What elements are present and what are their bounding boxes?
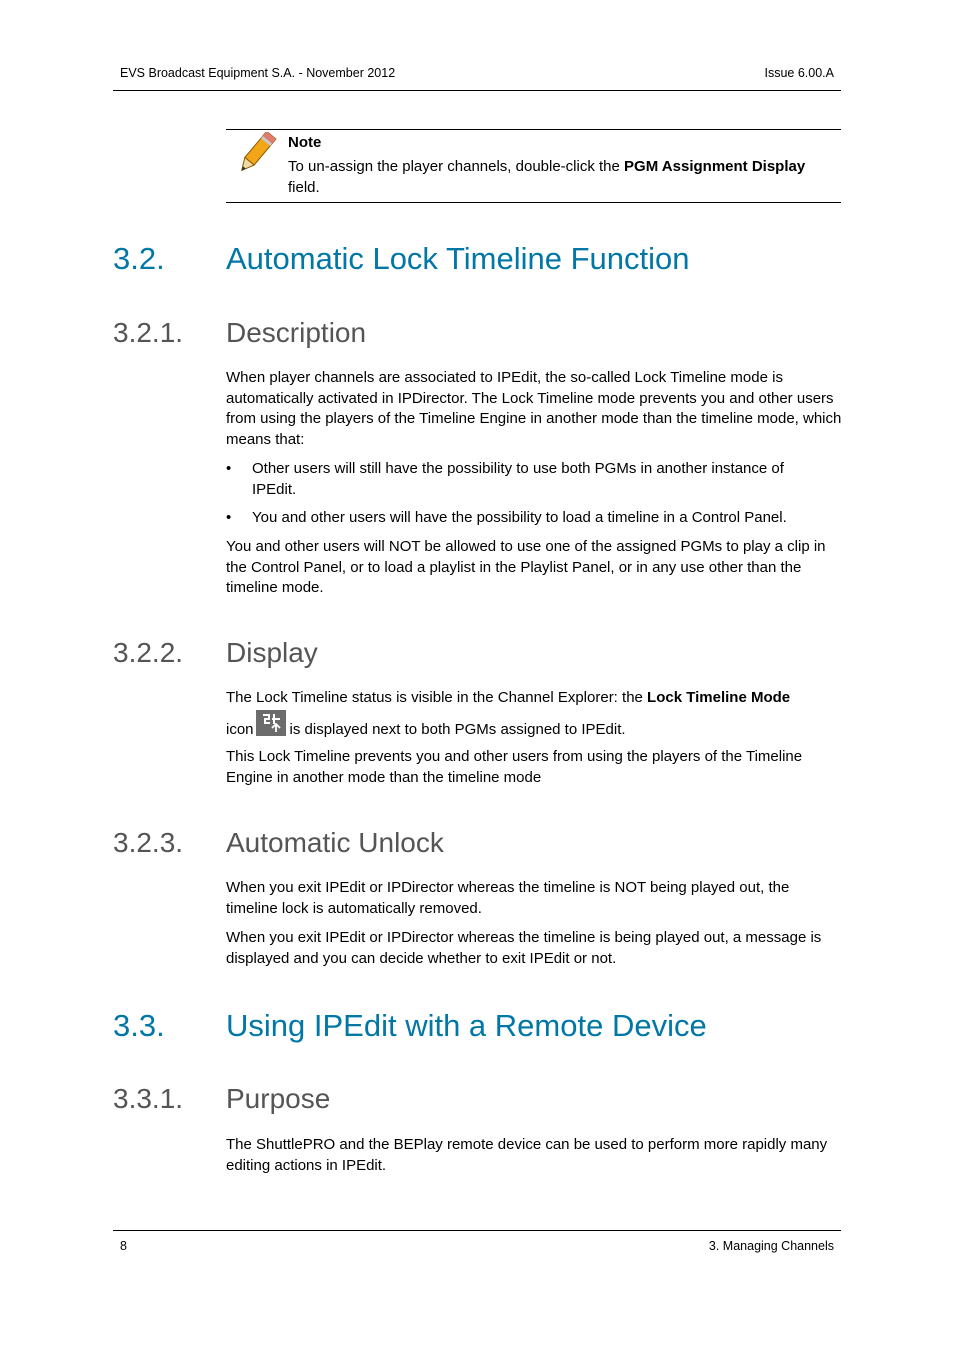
lock-timeline-icon [256, 710, 286, 736]
pencil-icon [232, 132, 280, 178]
unlock-paragraph-1: When you exit IPEdit or IPDirector whereas the timeline is NOT being played out, the timeline lock is automatically removed. [226, 879, 790, 917]
purpose-paragraph: The ShuttlePRO and the BEPlay remote device can be used to perform more rapidly many editing actions in IPEdit. [226, 1136, 828, 1174]
display-paragraph-1-cont: icon is displayed next to both PGMs assigned to IPEdit. [226, 710, 844, 743]
heading-3-2-2: 3.2.2. Display [113, 637, 318, 668]
page-number: 8 [120, 1239, 127, 1253]
heading-3-2-1: 3.2.1. Description [113, 317, 367, 348]
heading-3-3: 3.3. Using IPEdit with a Remote Device [113, 1008, 707, 1043]
note-box [226, 129, 841, 203]
chapter-title: 3. Managing Channels [708, 1239, 834, 1253]
heading-3-2: 3.2. Automatic Lock Timeline Function [113, 241, 690, 276]
heading-3-2-3: 3.2.3. Automatic Unlock [113, 827, 444, 858]
page-footer [113, 1230, 841, 1255]
description-intro: When player channels are associated to IPEdit, the so-called Lock Timeline mode is automatically activated in IPDirector. The Lock Timeline mode prevents you and other users from using the players of the Timeline Engine in another mode than the timeline mode, which means that: [226, 369, 842, 448]
header-company: EVS Broadcast Equipment S.A. - November 2012 [120, 66, 396, 80]
heading-3-3-1: 3.3.1. Purpose [113, 1083, 331, 1114]
page-header [113, 66, 841, 91]
description-outro: You and other users will NOT be allowed to use one of the assigned PGMs to play a clip in the Control Panel, or to load a playlist in the Playlist Panel, or in any use other than the timeline mode. [226, 538, 826, 596]
note-text: To un-assign the player channels, double-click the PGM Assignment Display field. [288, 158, 806, 196]
header-issue: Issue 6.00.A [764, 66, 834, 80]
unlock-paragraph-2: When you exit IPEdit or IPDirector whereas the timeline is being played out, a message is displayed and you can decide whether to exit IPEdit or not. [226, 929, 822, 967]
display-paragraph-1: The Lock Timeline status is visible in the Channel Explorer: the Lock Timeline Mode [226, 689, 791, 706]
display-paragraph-2: This Lock Timeline prevents you and other users from using the players of the Timeline Engine in another mode than the timeline mode [226, 748, 803, 786]
note-title: Note [288, 134, 322, 151]
